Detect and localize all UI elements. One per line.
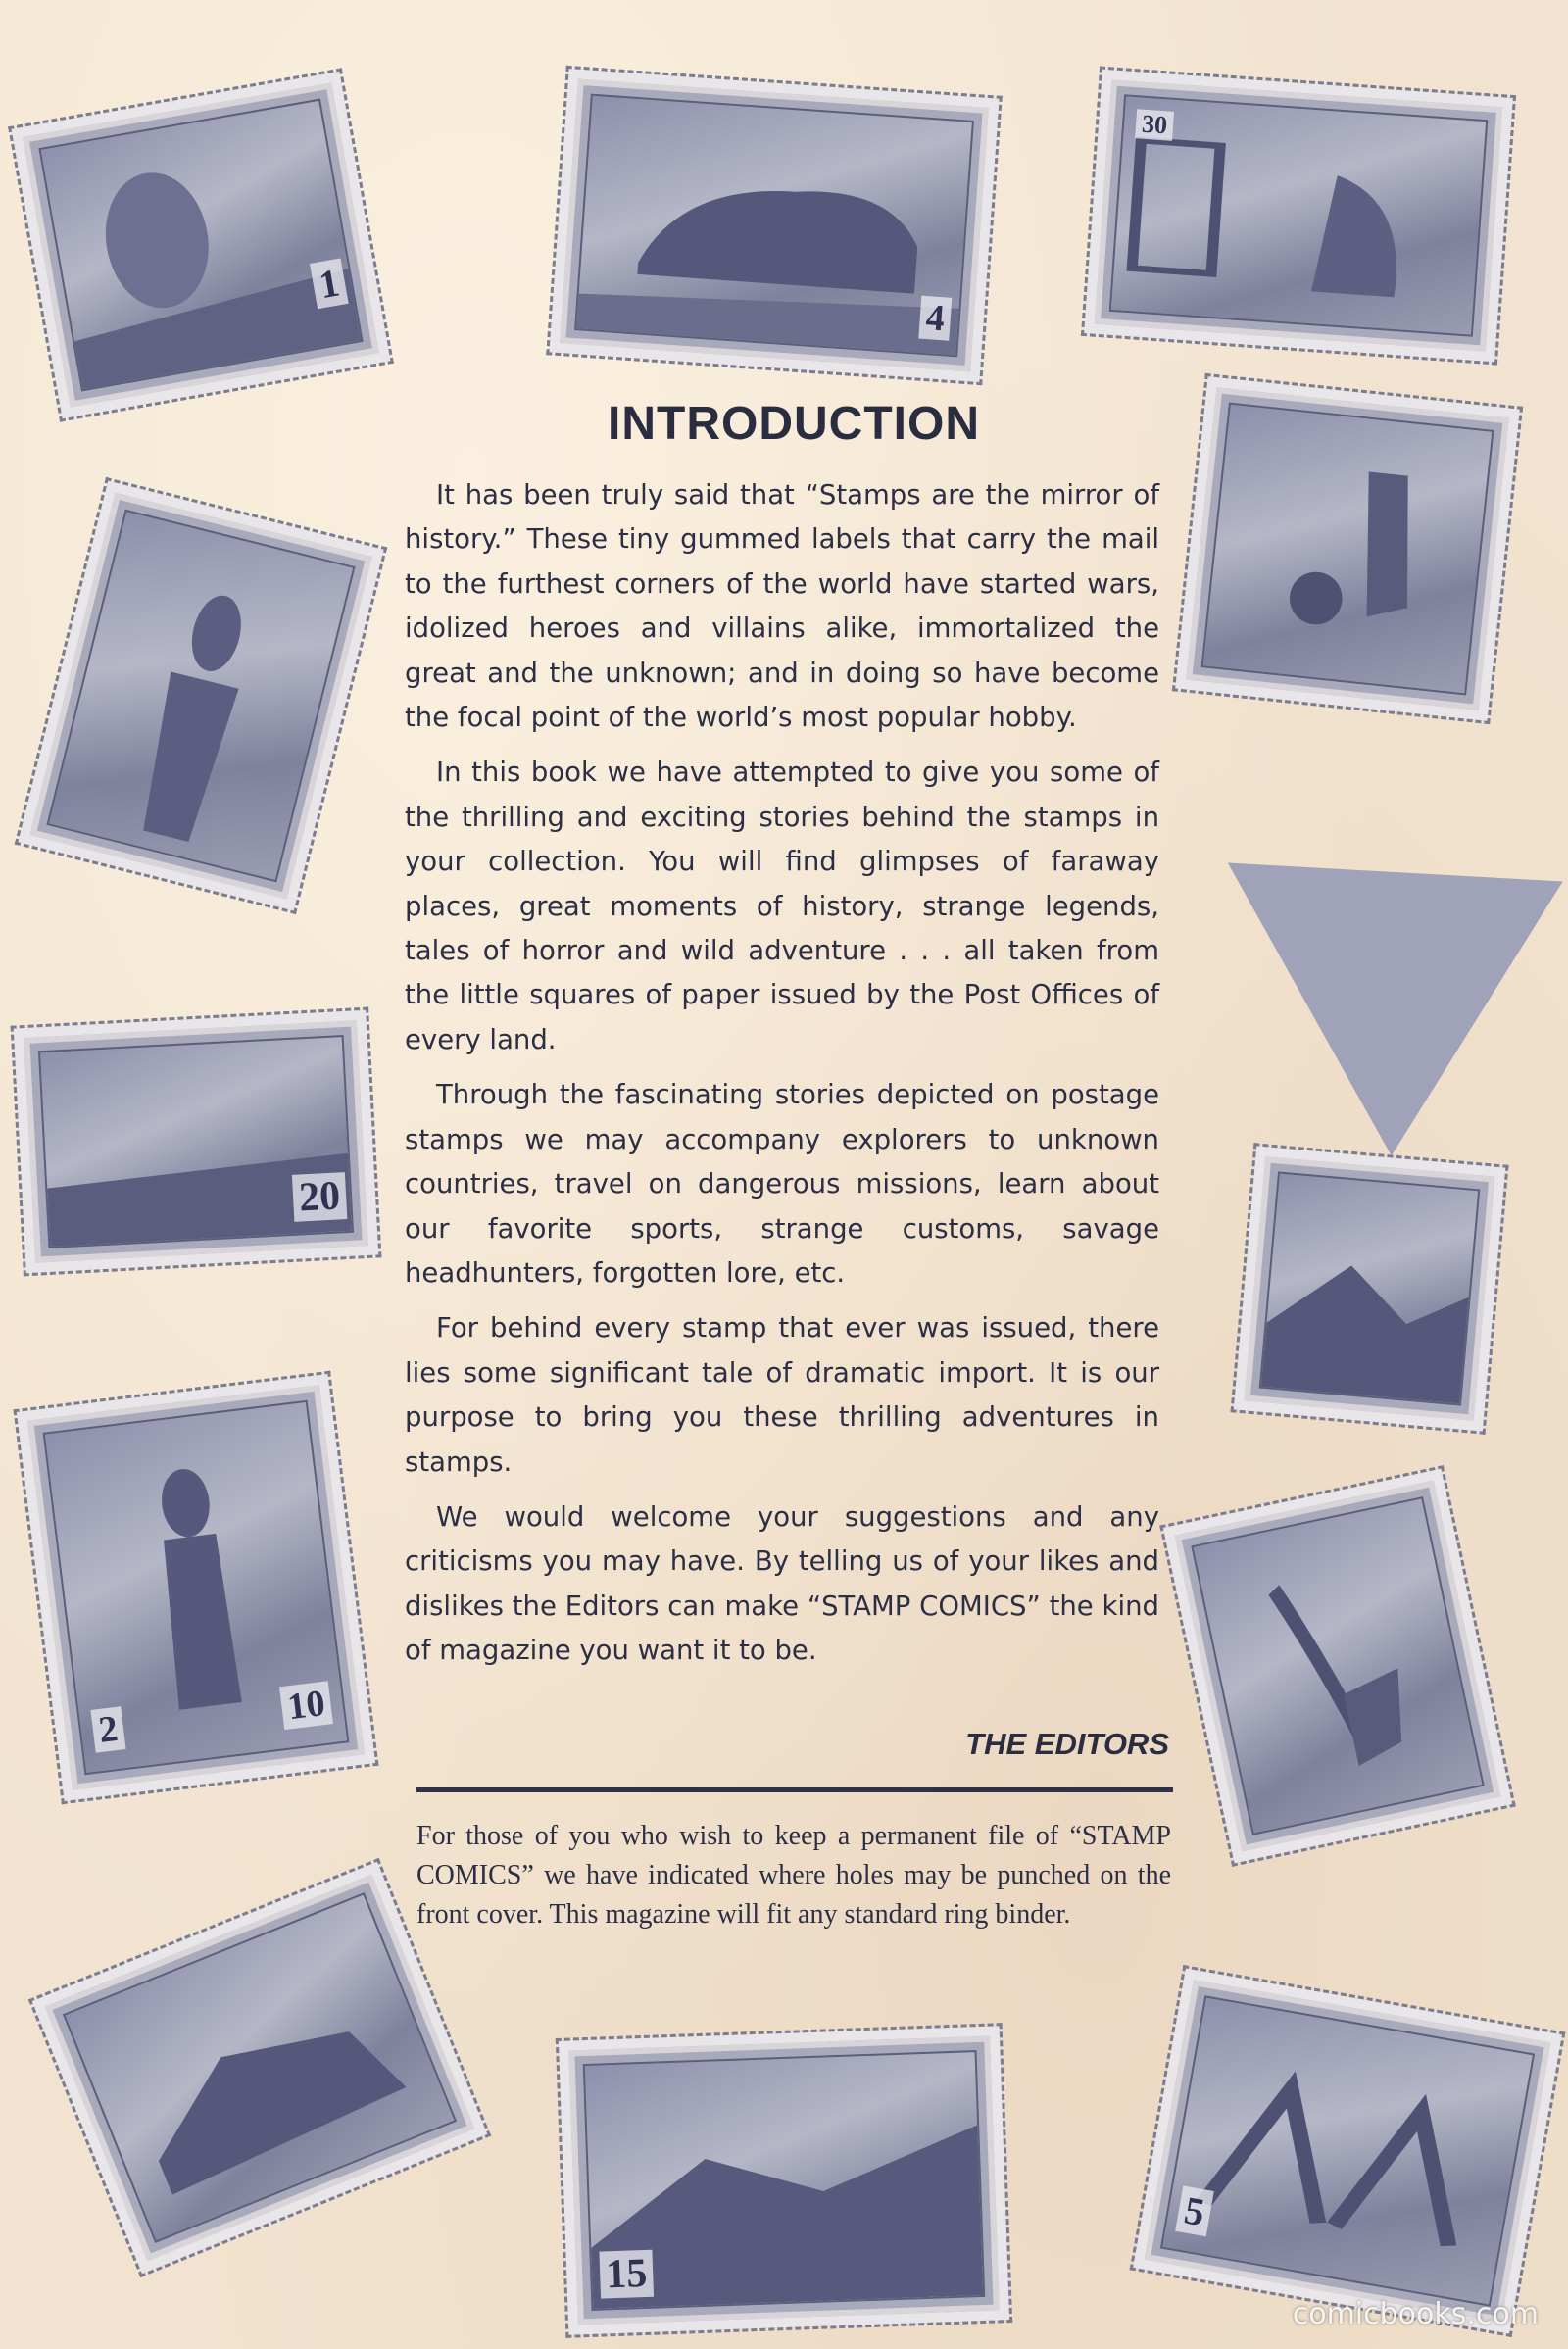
paragraph: It has been truly said that “Stamps are the mirror of history.” These tiny gummed labels that carry the mail to the furthest corners of the world have started wars, idolized heroes and villains alike, immortalized the great and the unknown; and in doing so have become the focal point of the world’s most popular hobby. xyxy=(405,479,1159,734)
stamp-left-figure xyxy=(18,481,383,911)
introduction-body xyxy=(405,473,1159,1685)
stamp-right-landscape xyxy=(1234,1146,1506,1431)
stamp-right-antelope xyxy=(1163,1469,1512,1864)
stamp-bottom-right xyxy=(1133,1968,1562,2333)
paragraph: We would welcome your suggestions and any criticisms you may have. By telling us of your likes and dislikes the Editors can make “STAMP COMICS” the kind of magazine you want it to be. xyxy=(405,1500,1159,1667)
stamp-image xyxy=(574,94,974,358)
watermark: comicbooks.com xyxy=(1292,2297,1539,2331)
stamp-value: 30 xyxy=(1135,109,1174,141)
page-title: INTRODUCTION xyxy=(608,398,980,450)
stamp-triangle xyxy=(1142,726,1562,1156)
paragraph: For behind every stamp that ever was issued, there lies some significant tale of dramatic import. It is our purpose to bring you these thrilling adventures in stamps. xyxy=(405,1312,1159,1478)
stamp-image xyxy=(38,99,363,392)
stamp-bottom-center xyxy=(559,2026,1009,2335)
stamp-left-plane xyxy=(14,1010,379,1273)
stamp-image xyxy=(46,510,355,883)
paragraph: Through the fascinating stories depicted on postage stamps we may accompany explorers to unknown countries, travel on dangerous missions, learn about our favorite sports, strange customs, savage headhunters, forgotten lore, etc. xyxy=(405,1079,1159,1289)
binder-note: For those of you who wish to keep a permanent file of “STAMP COMICS” we have indicated where holes may be punched on the front cover. This magazine will fit any standard ring binder. xyxy=(416,1821,1171,1930)
stamp-rhino xyxy=(549,69,999,382)
paragraph: In this book we have attempted to give you some of the thrilling and exciting stories behind the stamps in your collection. You will find glimpses of faraway places, great moments of history, strange legends, tales of horror and wild adventure . . . all taken from the little squares of paper issued by the Post Offices of every land. xyxy=(405,757,1159,1055)
stamp-value: 20 xyxy=(292,1172,347,1222)
signature: THE EDITORS xyxy=(965,1727,1169,1761)
stamp-value: 5 xyxy=(1175,2185,1214,2236)
stamp-value: 2 xyxy=(90,1706,125,1752)
stamp-image xyxy=(1201,403,1494,696)
stamp-image xyxy=(1259,1171,1481,1405)
divider xyxy=(416,1787,1173,1792)
stamp-left-statue xyxy=(17,1374,375,1801)
stamp-image xyxy=(63,1892,457,2243)
stamp-top-right xyxy=(1084,70,1513,363)
stamp-value: 4 xyxy=(918,296,952,341)
stamp-value: 15 xyxy=(599,2250,654,2299)
stamp-right-football xyxy=(1175,376,1520,721)
stamp-image xyxy=(1191,1496,1485,1835)
stamp-top-left xyxy=(12,72,391,418)
stamp-image xyxy=(1160,1995,1535,2306)
stamp-value: 1 xyxy=(310,258,349,309)
stamp-value: 10 xyxy=(279,1681,333,1730)
